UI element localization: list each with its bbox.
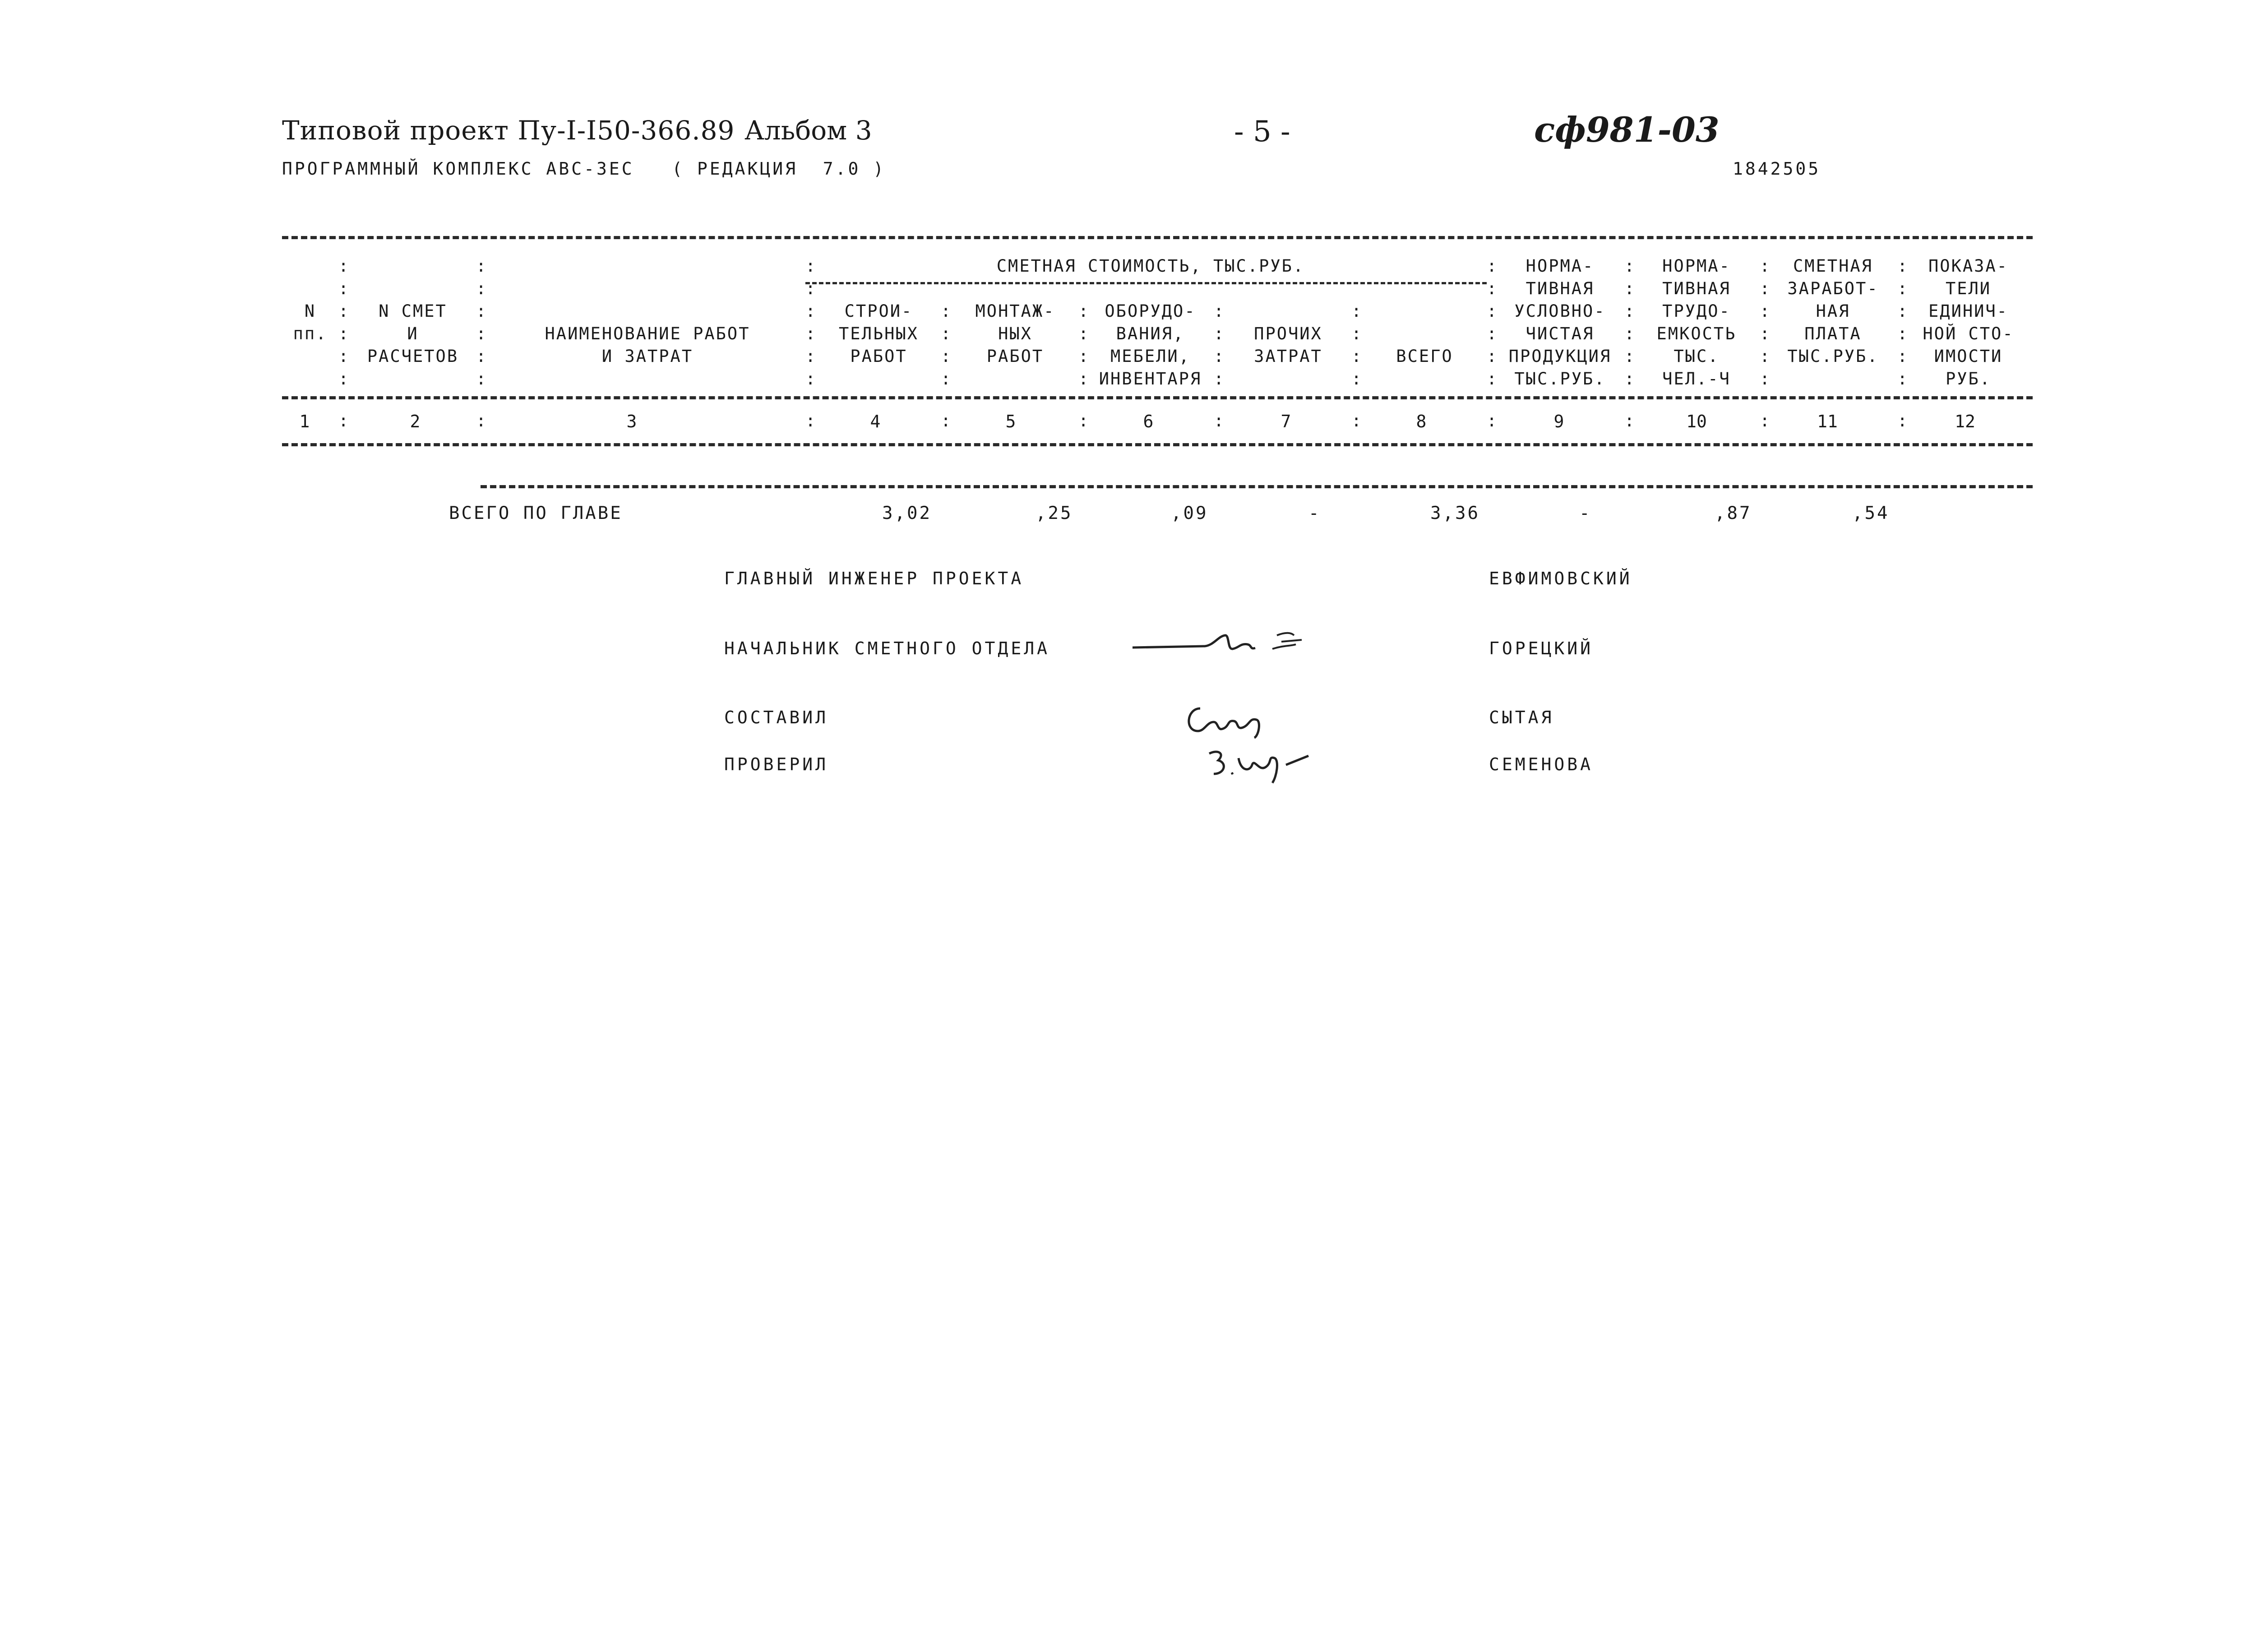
column-number: 2 <box>410 412 421 431</box>
column-header: ОБОРУДО- ВАНИЯ, МЕБЕЛИ, ИНВЕНТАРЯ <box>1099 301 1202 389</box>
group-header-rule <box>805 282 1487 284</box>
column-number: 7 <box>1281 412 1291 431</box>
total-installation: ,25 <box>1036 503 1073 523</box>
total-other: - <box>1308 503 1321 523</box>
col-separator: : : : : <box>1078 301 1089 389</box>
column-number: 6 <box>1143 412 1154 431</box>
column-number: 12 <box>1955 412 1975 431</box>
number-row-separators: : <box>941 411 951 430</box>
number-row-separators: : <box>1897 411 1908 430</box>
total-net-product: - <box>1579 503 1592 523</box>
signature-role: НАЧАЛЬНИК СМЕТНОГО ОТДЕЛА <box>724 639 1050 658</box>
signature-role: ГЛАВНЫЙ ИНЖЕНЕР ПРОЕКТА <box>724 569 1024 588</box>
number-row-separators: : <box>1078 411 1089 430</box>
column-header: НОРМА- ТИВНАЯ УСЛОВНО- ЧИСТАЯ ПРОДУКЦИЯ ТЫС.РУБ. <box>1508 256 1612 389</box>
total-equipment: ,09 <box>1171 503 1208 523</box>
total-top-rule <box>481 485 2033 488</box>
column-number: 9 <box>1553 412 1564 431</box>
number-row-separators: : <box>1760 411 1770 430</box>
number-row-separators: : <box>1624 411 1635 430</box>
table-top-rule <box>282 236 2033 239</box>
total-salary: ,54 <box>1852 503 1890 523</box>
number-row-separators: : <box>1351 411 1362 430</box>
signature-role: ПРОВЕРИЛ <box>724 754 829 774</box>
column-number: 1 <box>299 412 310 431</box>
total-labor: ,87 <box>1715 503 1752 523</box>
column-header: ПРОЧИХ ЗАТРАТ <box>1254 324 1322 366</box>
number-row-separators: : <box>805 411 816 430</box>
signature-name: ЕВФИМОВСКИЙ <box>1489 569 1632 588</box>
numbers-bottom-rule <box>282 443 2033 446</box>
total-sum: 3,36 <box>1430 503 1480 523</box>
document-number: 1842505 <box>1733 159 1821 179</box>
page-number: - 5 - <box>1234 115 1290 148</box>
total-construction: 3,02 <box>882 503 932 523</box>
column-header: СТРОИ- ТЕЛЬНЫХ РАБОТ <box>839 301 919 366</box>
handwritten-signature <box>1200 740 1336 790</box>
col-separator: : : : : : : <box>338 256 349 389</box>
col-separator: : : : : : : <box>476 256 486 389</box>
handwritten-signature <box>1182 695 1327 745</box>
column-header: НОРМА- ТИВНАЯ ТРУДО- ЕМКОСТЬ ТЫС. ЧЕЛ.-Ч <box>1656 256 1737 389</box>
column-header: ПОКАЗА- ТЕЛИ ЕДИНИЧ- НОЙ СТО- ИМОСТИ РУБ. <box>1923 256 2014 389</box>
document-code: сф981-03 <box>1534 110 1720 150</box>
col-separator: : : : : : : <box>1487 256 1497 389</box>
column-header: НАИМЕНОВАНИЕ РАБОТ И ЗАТРАТ <box>545 324 750 366</box>
column-header: ВСЕГО <box>1396 347 1453 366</box>
number-row-separators: : <box>338 411 349 430</box>
column-number: 11 <box>1817 412 1838 431</box>
album-label: Альбом 3 <box>744 115 872 146</box>
column-header: СМЕТНАЯ ЗАРАБОТ- НАЯ ПЛАТА ТЫС.РУБ. <box>1787 256 1879 366</box>
signature-name: СЕМЕНОВА <box>1489 754 1594 774</box>
column-number: 5 <box>1005 412 1016 431</box>
software-line: ПРОГРАММНЫЙ КОМПЛЕКС АВС-3ЕС ( РЕДАКЦИЯ 7.0 ) <box>282 159 886 179</box>
col-separator: : : : : <box>941 301 951 389</box>
handwritten-signature <box>1128 618 1327 668</box>
signature-name: ГОРЕЦКИЙ <box>1489 639 1594 658</box>
number-row-separators: : <box>1487 411 1497 430</box>
number-row-separators: : <box>476 411 486 430</box>
column-number: 4 <box>870 412 881 431</box>
column-number: 8 <box>1416 412 1427 431</box>
signature-role: СОСТАВИЛ <box>724 708 829 727</box>
signature-name: СЫТАЯ <box>1489 708 1554 727</box>
col-separator: : : : : : : <box>1624 256 1635 389</box>
cost-group-header: СМЕТНАЯ СТОИМОСТЬ, ТЫС.РУБ. <box>996 256 1305 276</box>
column-number: 3 <box>626 412 637 431</box>
column-header: N пп. <box>293 301 328 343</box>
col-separator: : : : : <box>1351 301 1362 389</box>
column-header: МОНТАЖ- НЫХ РАБОТ <box>975 301 1055 366</box>
number-row-separators: : <box>1214 411 1224 430</box>
col-separator: : : : : <box>1214 301 1224 389</box>
column-header: N СМЕТ И РАСЧЕТОВ <box>367 301 459 366</box>
total-label: ВСЕГО ПО ГЛАВЕ <box>449 503 623 523</box>
project-title: Типовой проект Пу-I-I50-366.89 <box>282 115 735 146</box>
header-bottom-rule <box>282 396 2033 399</box>
col-separator: : : : : : : <box>1897 256 1908 389</box>
col-separator: : : : : : : <box>805 256 816 389</box>
col-separator: : : : : : : <box>1760 256 1770 389</box>
column-number: 10 <box>1686 412 1707 431</box>
